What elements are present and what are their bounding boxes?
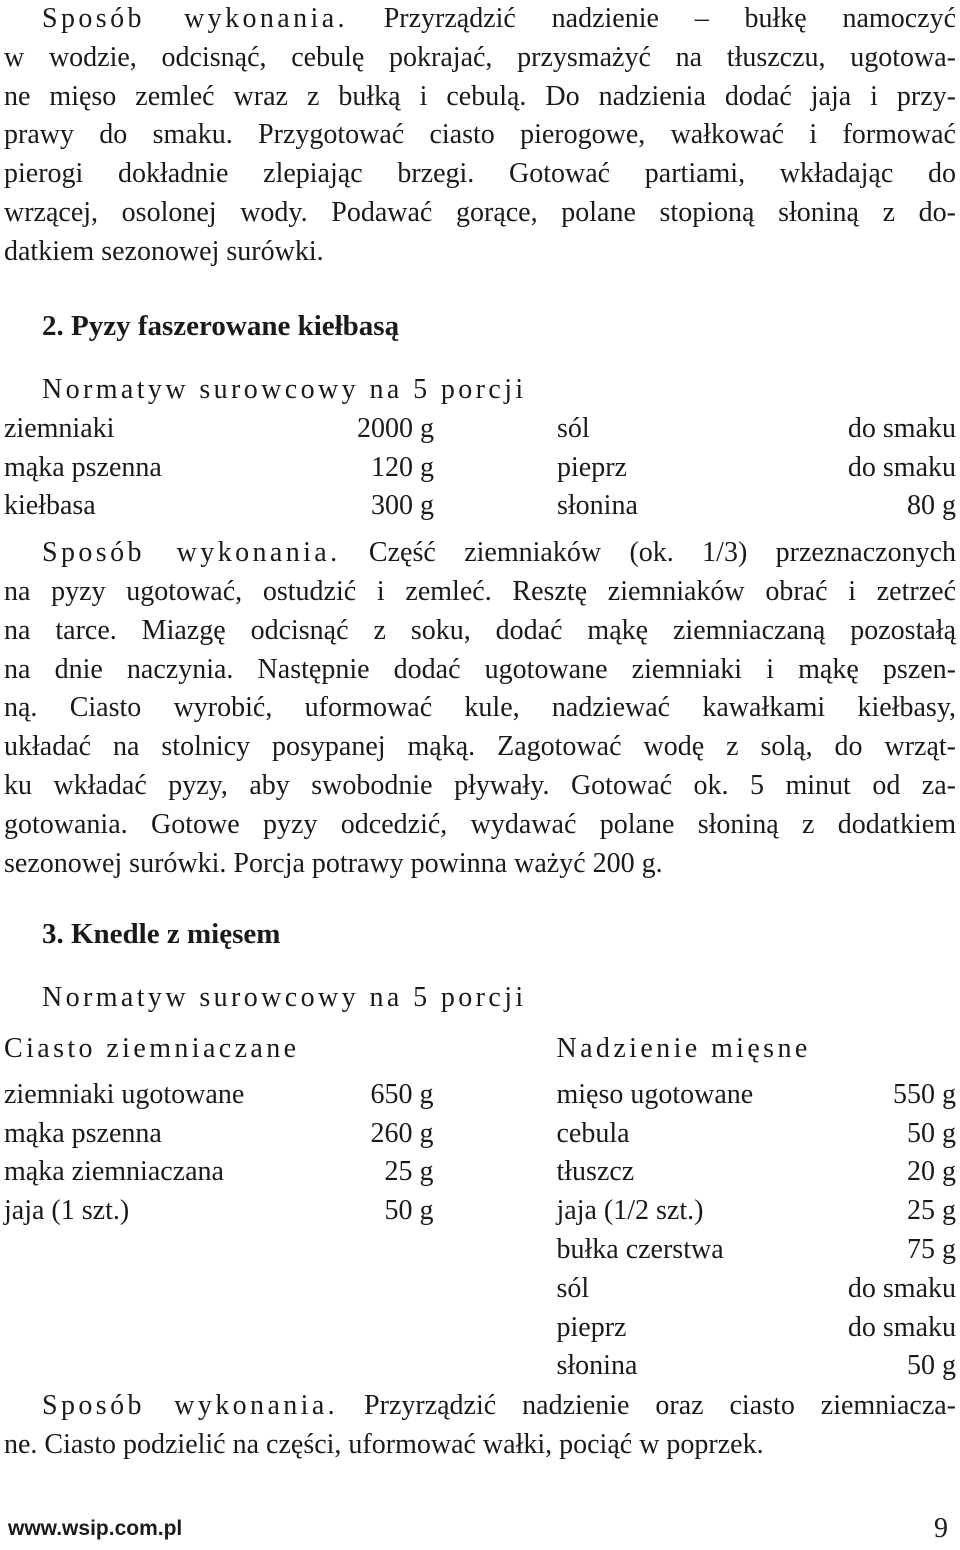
section-2-norm-label: Normatyw surowcowy na 5 porcji — [42, 374, 527, 405]
text-line — [4, 534, 956, 573]
ingredient-qty: 120 g — [371, 451, 434, 483]
ingredient-name: słonina — [556, 1350, 638, 1382]
ingredient-qty: 550 g — [893, 1078, 956, 1110]
line-text: układać na stolnicy posypanej mąką. Zagotować wodę z solą, do wrząt- — [4, 731, 956, 763]
line-text: na pyzy ugotować, ostudzić i zemleć. Resztę ziemniaków obrać i zetrzeć — [4, 575, 956, 607]
ingredient-name: pieprz — [557, 451, 627, 483]
method-lead: Sposób wykonania. — [42, 1390, 339, 1422]
line-text: na dnie naczynia. Następnie dodać ugotowane ziemniaki i mąkę pszen- — [4, 653, 956, 685]
section-2-method-paragraph — [4, 534, 956, 883]
list-item — [556, 1347, 956, 1386]
line-text: pierogi dokładnie zlepiając brzegi. Gotować partiami, wkładając do — [4, 158, 956, 190]
intro-method-paragraph — [4, 0, 956, 272]
line-text: wrzącej, osolonej wody. Podawać gorące, polane stopioną słoniną z do- — [4, 196, 956, 228]
text-line — [4, 612, 956, 651]
ingredient-qty: do smaku — [847, 412, 956, 444]
ingredient-qty: do smaku — [847, 1311, 956, 1343]
section-3-ingredients — [4, 1076, 956, 1386]
ingredient-qty: 650 g — [370, 1078, 434, 1110]
text-line — [4, 573, 956, 612]
method-lead: Sposób wykonania. — [42, 3, 348, 34]
ingredient-qty: 25 g — [384, 1156, 434, 1188]
dough-ingredients-list — [4, 1076, 433, 1386]
ingredient-name: słonina — [557, 490, 638, 522]
line-text: ne mięso zemleć wraz z bułką i cebulą. Do nadzienia dodać jaja i przy- — [4, 80, 956, 112]
section-3-method-paragraph — [4, 1387, 956, 1465]
ingredient-qty: 75 g — [907, 1233, 956, 1265]
ingredient-name: jaja (1 szt.) — [4, 1195, 130, 1227]
ingredient-name: jaja (1/2 szt.) — [556, 1195, 704, 1227]
ingredient-name: sól — [557, 412, 590, 444]
section-3-title: 3. Knedle z mięsem — [42, 918, 281, 950]
section-2-ingredients-table — [4, 410, 956, 526]
text-line — [4, 651, 956, 690]
ingredient-qty: 80 g — [907, 490, 956, 522]
ingredient-qty: 50 g — [907, 1350, 956, 1382]
line-text: gotowania. Gotowe pyzy odcedzić, wydawać polane słoniną z dodatkiem — [4, 808, 956, 840]
ingredient-qty: 20 g — [907, 1156, 956, 1188]
section-2-title: 2. Pyzy faszerowane kiełbasą — [42, 310, 400, 342]
text-line — [4, 806, 956, 845]
text-line — [4, 233, 956, 272]
text-line — [4, 116, 956, 155]
dough-header: Ciasto ziemniaczane — [4, 1033, 300, 1065]
ingredient-name: mąka pszenna — [4, 451, 162, 483]
ingredient-name: cebula — [556, 1117, 630, 1149]
ingredient-qty: 300 g — [371, 490, 434, 522]
intro-lines — [4, 0, 956, 272]
ingredient-qty: do smaku — [847, 1272, 956, 1304]
filling-ingredients-list — [556, 1076, 956, 1386]
section-3 — [4, 915, 956, 1465]
line-text: w wodzie, odcisnąć, cebulę pokrajać, przysmażyć na tłuszczu, ugotowa- — [4, 41, 956, 73]
ingredient-name: mięso ugotowane — [556, 1078, 754, 1110]
list-item — [4, 1192, 433, 1231]
line-text: sezonowej surówki. Porcja potrawy powinna ważyć 200 g. — [4, 847, 663, 879]
ingredient-name: pieprz — [556, 1311, 627, 1343]
line-text: prawy do smaku. Przygotować ciasto pierogowe, wałkować i formować — [4, 119, 956, 151]
section-2 — [4, 307, 956, 883]
line-text: Część ziemniaków (ok. 1/3) przeznaczonych — [340, 537, 956, 569]
ingredient-name: ziemniaki — [4, 412, 115, 444]
text-line — [4, 845, 956, 884]
line-text: na tarce. Miazgę odcisnąć z soku, dodać mąkę ziemniaczaną pozostałą — [4, 614, 956, 646]
list-item — [556, 1192, 956, 1231]
line-text: ne. Ciasto podzielić na części, uformować wałki, pociąć w poprzek. — [4, 1428, 764, 1460]
ingredient-qty: 50 g — [907, 1117, 956, 1149]
method-lead: Sposób wykonania. — [42, 537, 341, 569]
list-item — [556, 1231, 956, 1270]
ingredient-qty: 50 g — [384, 1195, 434, 1227]
ingredient-name: sól — [556, 1272, 590, 1304]
text-line — [4, 78, 956, 117]
publisher-url[interactable]: www.wsip.com.pl — [8, 1517, 183, 1540]
list-item — [556, 1076, 956, 1115]
line-text: Przyrządzić nadzienie oraz ciasto ziemniacza- — [338, 1390, 956, 1422]
text-line — [4, 155, 956, 194]
text-line — [4, 728, 956, 767]
ingredient-name: tłuszcz — [556, 1156, 635, 1188]
line-text: datkiem sezonowej surówki. — [4, 235, 324, 267]
section-3-norm-label: Normatyw surowcowy na 5 porcji — [42, 982, 527, 1013]
list-item — [4, 1153, 433, 1192]
text-line — [4, 1426, 956, 1465]
ingredient-name: kiełbasa — [4, 490, 96, 522]
list-item — [4, 1076, 433, 1115]
ingredient-qty: 260 g — [370, 1117, 434, 1149]
ingredient-name: mąka pszenna — [4, 1117, 162, 1149]
filling-header: Nadzienie mięsne — [556, 1033, 811, 1065]
list-item — [556, 1115, 956, 1154]
list-item — [556, 1270, 956, 1309]
ingredient-qty: do smaku — [847, 451, 956, 483]
text-line — [4, 39, 956, 78]
table-row — [4, 410, 956, 449]
line-text: ną. Ciasto wyrobić, uformować kule, nadziewać kawałkami kiełbasy, — [4, 692, 956, 724]
list-item — [4, 1115, 433, 1154]
ingredient-name: bułka czerstwa — [556, 1233, 724, 1265]
page-footer — [8, 1510, 948, 1549]
ingredient-name: ziemniaki ugotowane — [4, 1078, 245, 1110]
list-item — [556, 1309, 956, 1348]
ingredient-name: mąka ziemniaczana — [4, 1156, 224, 1188]
line-text: Przyrządzić nadzienie – bułkę namoczyć — [347, 3, 956, 34]
ingredient-qty: 25 g — [907, 1195, 956, 1227]
list-item — [556, 1153, 956, 1192]
text-line — [4, 689, 956, 728]
table-row — [4, 487, 956, 526]
text-line — [4, 1387, 956, 1426]
section-3-headers — [4, 1028, 956, 1072]
table-row — [4, 449, 956, 488]
text-line — [4, 194, 956, 233]
ingredient-qty: 2000 g — [357, 412, 434, 444]
text-line — [4, 767, 956, 806]
line-text: ku wkładać pyzy, aby swobodnie pływały. Gotować ok. 5 minut od za- — [4, 769, 956, 801]
page-number: 9 — [934, 1513, 948, 1544]
text-line — [4, 0, 956, 39]
